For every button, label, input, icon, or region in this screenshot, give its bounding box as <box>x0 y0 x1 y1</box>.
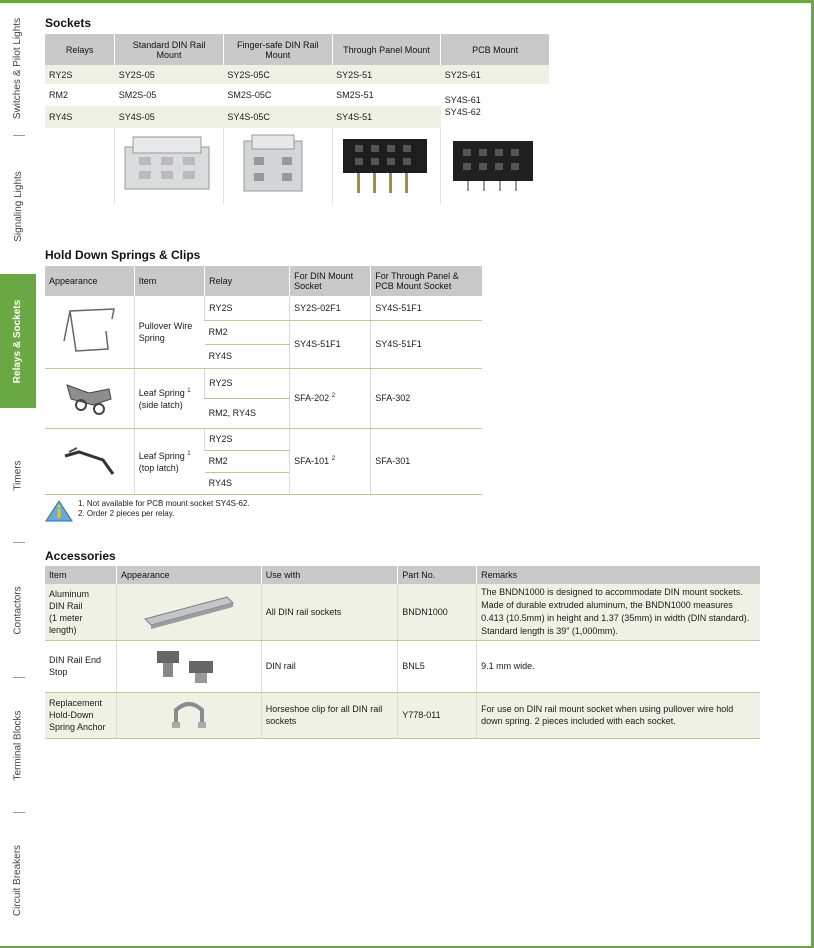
sidebar-divider <box>13 135 25 136</box>
cell: BNDN1000 <box>398 584 477 640</box>
cell: Horseshoe clip for all DIN rail sockets <box>261 692 398 738</box>
top-accent-bar <box>0 0 814 3</box>
table-row <box>45 296 482 320</box>
column-header: Appearance <box>116 566 261 584</box>
through-panel-socket-image <box>332 128 441 204</box>
cell <box>441 84 549 128</box>
sidebar-tab-relays[interactable]: Relays & Sockets <box>0 274 36 408</box>
accessories-title: Accessories <box>45 549 116 563</box>
pcb-socket-image <box>441 128 549 204</box>
cell: SY2S-02F1 <box>290 296 371 320</box>
info-icon <box>45 500 73 527</box>
cell: RY2S <box>205 368 290 398</box>
cell: 9.1 mm wide. <box>477 640 760 692</box>
table-row <box>45 692 760 738</box>
cell: All DIN rail sockets <box>261 584 398 640</box>
column-header: Finger-safe DIN Rail Mount <box>223 34 332 65</box>
table-row <box>45 584 760 640</box>
item-cell: Replacement Hold-Down Spring Anchor <box>45 692 116 738</box>
cell: SY2S-51 <box>332 65 441 84</box>
cell: SY2S-05 <box>115 65 224 84</box>
din-rail-image <box>116 584 261 640</box>
cell: RM2 <box>205 320 290 344</box>
cell-line: SY4S-61 <box>444 95 481 105</box>
table-header-row <box>45 34 549 65</box>
item-cell: Aluminum DIN Rail (1 meter length) <box>45 584 116 640</box>
cell: SFA-101 $^2$ <box>290 428 371 494</box>
cell: SY4S-51F1 <box>371 296 482 320</box>
sidebar-tab-circuit-breakers[interactable]: Circuit Breakers <box>12 844 24 916</box>
accessories-table <box>45 566 760 739</box>
sidebar-divider <box>13 542 25 543</box>
cell: Y778-011 <box>398 692 477 738</box>
footnotes <box>78 499 250 519</box>
column-header: Appearance <box>45 266 134 296</box>
table-row <box>45 368 482 398</box>
cell: SY2S-05C <box>223 65 332 84</box>
din-socket-image <box>115 128 224 204</box>
sidebar-tab-switches[interactable]: Switches & Pilot Lights <box>12 17 24 119</box>
item-cell: Leaf Spring $^1$ (side latch) <box>134 368 204 428</box>
table-row <box>45 640 760 692</box>
column-header: Relays <box>45 34 115 65</box>
table-row <box>45 65 549 84</box>
cell-line: SY4S-62 <box>444 107 481 117</box>
leaf-spring-top-latch-image <box>45 428 134 494</box>
column-header: For DIN Mount Socket <box>290 266 371 296</box>
item-cell: Pullover Wire Spring <box>134 296 204 368</box>
column-header: For Through Panel & PCB Mount Socket <box>371 266 482 296</box>
column-header: Part No. <box>398 566 477 584</box>
cell: SY4S-51 <box>332 106 441 128</box>
sidebar-divider <box>13 677 25 678</box>
sidebar-tab-terminal-blocks[interactable]: Terminal Blocks <box>12 709 24 781</box>
cell: RM2, RY4S <box>205 398 290 428</box>
column-header: Item <box>134 266 204 296</box>
column-header: Standard DIN Rail Mount <box>115 34 224 65</box>
column-header: Through Panel Mount <box>332 34 441 65</box>
cell: The BNDN1000 is designed to accommodate DIN mount sockets. Made of durable extruded aluminum, the BNDN1000 measures 0.413 (10.5mm) in height and 1.37 (35mm) in width (DIN standard). Standard length is 39" (1,000mm). <box>477 584 760 640</box>
cell: SY4S-05C <box>223 106 332 128</box>
sidebar-tab-signaling[interactable]: Signaling Lights <box>12 170 24 242</box>
springs-table <box>45 266 482 495</box>
cell: SFA-202 $^2$ <box>290 368 371 428</box>
sidebar-tab-contactors[interactable]: Contactors <box>12 585 24 635</box>
table-header-row <box>45 566 760 584</box>
cell: RY4S <box>45 106 115 128</box>
footnote: 1. Not available for PCB mount socket SY4S-62. <box>78 499 250 508</box>
cell: SM2S-05 <box>118 90 157 100</box>
cell: SY2S-61 <box>441 65 549 84</box>
table-row <box>45 428 482 450</box>
cell: SM2S-51 <box>336 90 374 100</box>
cell: SM2S-05C <box>227 90 272 100</box>
sockets-table <box>45 34 549 204</box>
sidebar <box>0 3 36 945</box>
cell: SY4S-05 <box>115 106 224 128</box>
cell: RM2 <box>49 90 69 100</box>
cell: SFA-301 <box>371 428 482 494</box>
item-cell: Leaf Spring $^1$ (top latch) <box>134 428 204 494</box>
cell: For use on DIN rail mount socket when using pullover wire hold down spring. 2 pieces included with each socket. <box>477 692 760 738</box>
cell: DIN rail <box>261 640 398 692</box>
cell: RY2S <box>205 428 290 450</box>
table-header-row <box>45 266 482 296</box>
leaf-spring-side-latch-image <box>45 368 134 428</box>
cell: BNL5 <box>398 640 477 692</box>
cell: RY2S <box>205 296 290 320</box>
cell: RY2S <box>45 65 115 84</box>
cell: SY4S-51F1 <box>290 320 371 368</box>
finger-safe-socket-image <box>223 128 332 204</box>
column-header: Remarks <box>477 566 760 584</box>
cell: RM2 <box>205 450 290 472</box>
sidebar-tab-timers[interactable]: Timers <box>12 459 24 491</box>
column-header: Use with <box>261 566 398 584</box>
column-header: PCB Mount <box>441 34 549 65</box>
item-cell: DIN Rail End Stop <box>45 640 116 692</box>
column-header: Relay <box>205 266 290 296</box>
springs-title: Hold Down Springs & Clips <box>45 248 201 262</box>
cell: RY4S <box>205 344 290 368</box>
column-header: Item <box>45 566 116 584</box>
spring-anchor-image <box>116 692 261 738</box>
footnote: 2. Order 2 pieces per relay. <box>78 509 175 518</box>
sidebar-divider <box>13 812 25 813</box>
cell: SFA-302 <box>371 368 482 428</box>
cell: RY4S <box>205 472 290 494</box>
end-stop-image <box>116 640 261 692</box>
sockets-title: Sockets <box>45 16 92 30</box>
table-row <box>45 84 549 106</box>
cell: SY4S-51F1 <box>371 320 482 368</box>
image-row <box>45 128 549 204</box>
pullover-wire-spring-image <box>45 296 134 368</box>
